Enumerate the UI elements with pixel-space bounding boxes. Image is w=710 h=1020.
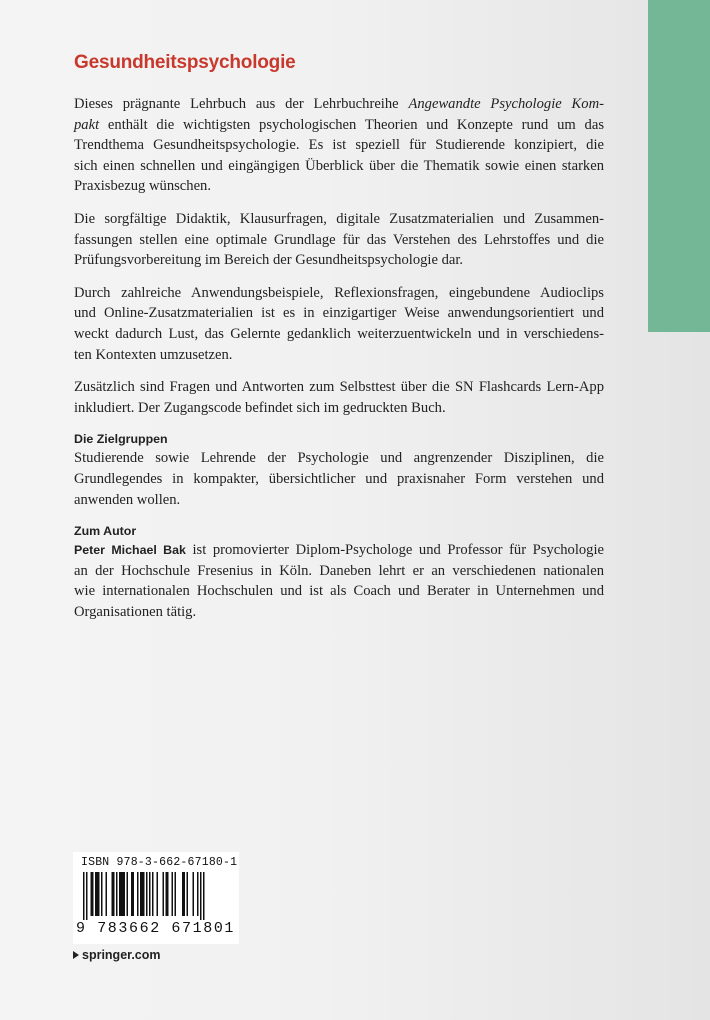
- intro-line: sich einen schnellen und eingängigen Überblick über die Thematik sowie einen starken: [74, 157, 604, 174]
- barcode-bar: [200, 872, 202, 920]
- barcode-bar: [175, 872, 177, 916]
- para-line: inkludiert. Der Zugangscode befindet sich im gedruckten Buch.: [74, 399, 446, 416]
- target-groups-heading: Die Zielgruppen: [74, 432, 168, 447]
- para-line: Die sorgfältige Didaktik, Klausurfragen, digitale Zusatzmaterialien und Zusammen-: [74, 210, 604, 227]
- para-line: [74, 540, 604, 561]
- barcode-bar: [119, 872, 125, 916]
- barcode-bar: [203, 872, 205, 920]
- para-line: weckt dadurch Lust, das Gelernte gedanklich weiterzuentwickeln und in verschiedens-: [74, 325, 604, 342]
- intro-paragraph: [74, 94, 604, 197]
- para-line: Organisationen tätig.: [74, 603, 197, 620]
- barcode-bar: [197, 872, 199, 916]
- barcode-bar: [140, 872, 145, 916]
- para-line: Zusätzlich sind Fragen und Antworten zum Selbsttest über die SN Flashcards Lern-App: [74, 379, 604, 396]
- target-groups-paragraph: [74, 448, 604, 510]
- para-line: Prüfungsvorbereitung im Bereich der Gesundheitspsychologie dar.: [74, 252, 464, 269]
- intro-line: [74, 94, 604, 115]
- intro-text: Dieses prägnante Lehrbuch aus der Lehrbuchreihe: [74, 96, 399, 112]
- para-line: Studierende sowie Lehrende der Psychologie und angrenzender Disziplinen, die: [74, 450, 604, 467]
- barcode-bar: [127, 872, 129, 916]
- para-line: anwenden wollen.: [74, 491, 181, 508]
- series-title: Angewandte Psychologie Kom-: [408, 96, 604, 112]
- author-text: ist promovierter Diplom-Psychologe und Professor für Psychologie: [192, 542, 604, 559]
- barcode-bar: [187, 872, 189, 916]
- ean-number: 9 783662 671801: [76, 920, 236, 937]
- series-title-end: pakt: [74, 116, 100, 133]
- intro-line: Praxisbezug wünschen.: [74, 178, 211, 195]
- para-line: fassungen stellen eine optimale Grundlage für das Verstehen des Lehrstoffes und die: [74, 231, 604, 248]
- para-line: wie internationalen Hochschulen und ist als Coach und Berater in Unternehmen und: [74, 583, 604, 600]
- author-name: Peter Michael Bak: [74, 543, 186, 558]
- barcode-bar: [137, 872, 139, 916]
- intro-line: Trendthema Gesundheitspsychologie. Es ist speziell für Studierende konzipiert, die: [74, 137, 604, 154]
- book-title: Gesundheitspsychologie: [74, 52, 296, 73]
- barcode-bar: [116, 872, 118, 916]
- barcode-bar: [91, 872, 94, 916]
- barcode-bar: [101, 872, 103, 916]
- green-side-tab: [648, 0, 710, 332]
- intro-text: enthält die wichtigsten psychologischen Theorien und Konzepte rund um das: [107, 116, 604, 133]
- barcode-bar: [86, 872, 88, 920]
- author-paragraph: [74, 540, 604, 622]
- barcode-bar: [112, 872, 115, 916]
- barcode-bar: [193, 872, 195, 916]
- barcode-bar: [83, 872, 85, 920]
- barcode-bar: [149, 872, 151, 916]
- back-cover-text: [74, 52, 604, 634]
- para-line: Grundlegendes in kompakter, übersichtlicher und praxisnaher Form verstehen und: [74, 470, 604, 487]
- barcode-bar: [172, 872, 174, 916]
- intro-line: [74, 115, 604, 136]
- barcode-bar: [131, 872, 134, 916]
- flashcards-paragraph: [74, 377, 604, 418]
- barcode-bar: [182, 872, 185, 916]
- barcode-bar: [166, 872, 169, 916]
- barcode-bar: [95, 872, 100, 916]
- para-line: Durch zahlreiche Anwendungsbeispiele, Reflexionsfragen, eingebundene Audioclips: [74, 284, 604, 301]
- arrow-right-icon: [73, 951, 79, 959]
- application-paragraph: [74, 283, 604, 365]
- barcode-bar: [146, 872, 148, 916]
- didactics-paragraph: [74, 209, 604, 271]
- para-line: an der Hochschule Fresenius in Köln. Daneben lehrt er an verschiedenen nationalen: [74, 562, 604, 579]
- barcode-bar: [106, 872, 108, 916]
- isbn-barcode: [73, 852, 239, 944]
- author-heading: Zum Autor: [74, 524, 137, 539]
- barcode-bar: [152, 872, 154, 916]
- isbn-number: ISBN 978-3-662-67180-1: [81, 856, 238, 869]
- para-line: ten Kontexten umzusetzen.: [74, 346, 233, 363]
- publisher-url: springer.com: [82, 948, 161, 962]
- barcode-bar: [157, 872, 159, 916]
- para-line: und Online-Zusatzmaterialien ist es in einzigartiger Weise anwendungsorientiert und: [74, 305, 604, 322]
- barcode-bars: [79, 872, 233, 920]
- barcode-bar: [163, 872, 165, 916]
- publisher-link[interactable]: [73, 948, 161, 962]
